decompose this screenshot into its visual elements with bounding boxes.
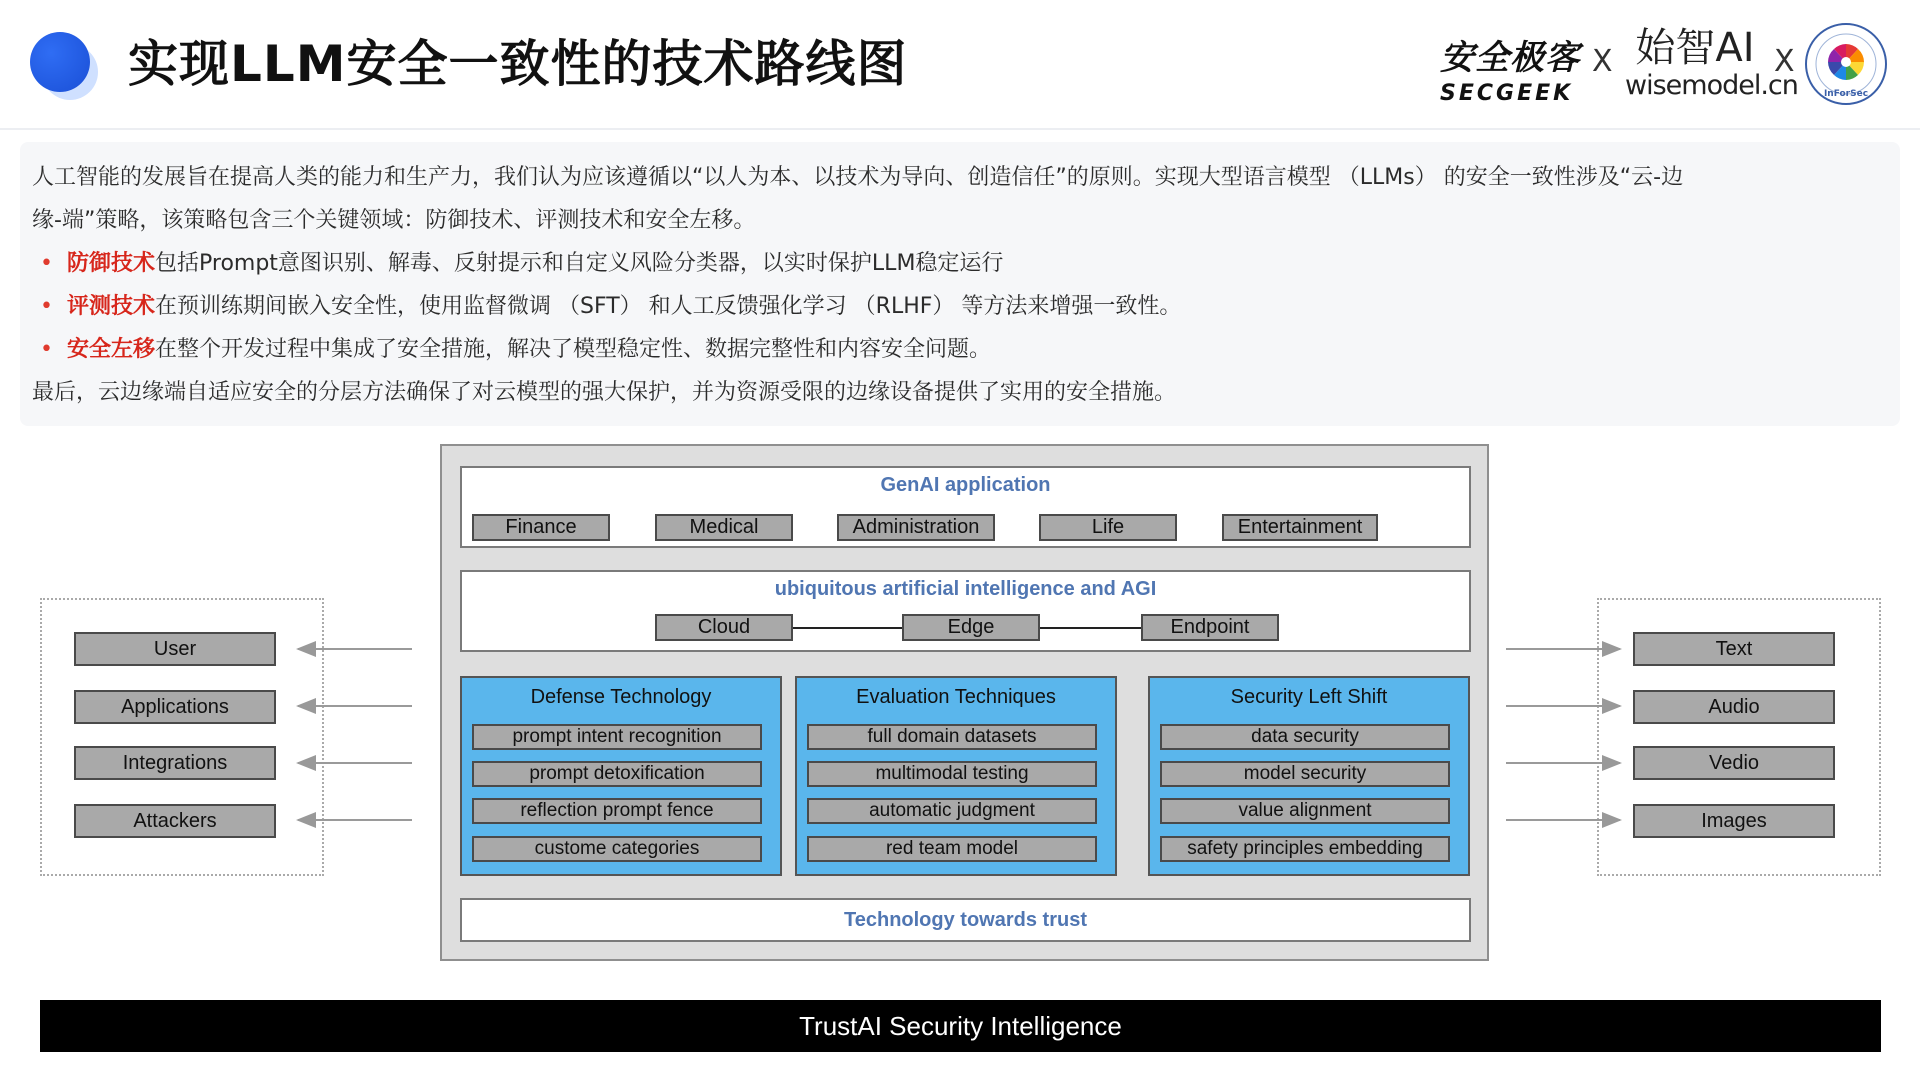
column-item: prompt intent recognition xyxy=(472,724,762,750)
actor-item: Integrations xyxy=(74,746,276,780)
cloud-node: Cloud xyxy=(655,614,793,641)
footer-bar: TrustAI Security Intelligence xyxy=(40,1000,1881,1052)
genai-application-box xyxy=(460,466,1471,548)
column-title: Security Left Shift xyxy=(1230,686,1388,708)
column-item: full domain datasets xyxy=(807,724,1097,750)
logo-separator: X xyxy=(1592,44,1613,79)
actor-item: User xyxy=(74,632,276,666)
column-item: model security xyxy=(1160,761,1450,787)
defense-technology-column xyxy=(460,676,782,876)
seal-text: InForSec xyxy=(1823,89,1869,99)
genai-item: Medical xyxy=(655,514,793,541)
header xyxy=(0,0,1920,130)
bullet-text: 在整个开发过程中集成了安全措施，解决了模型稳定性、数据完整性和内容安全问题。 xyxy=(155,337,992,362)
inforsec-seal-logo xyxy=(1804,22,1888,106)
connector-line xyxy=(793,627,902,629)
technology-towards-trust-box xyxy=(460,898,1471,942)
column-item: safety principles embedding xyxy=(1160,836,1450,862)
genai-item: Finance xyxy=(472,514,610,541)
wisemodel-logo-cn: 始智AI xyxy=(1635,25,1755,71)
evaluation-techniques-column xyxy=(795,676,1117,876)
bullet-highlight: 安全左移 xyxy=(66,337,155,362)
bullet-dot: • xyxy=(40,251,53,276)
edge-node: Edge xyxy=(902,614,1040,641)
left-actors-panel xyxy=(40,598,324,876)
endpoint-node: Endpoint xyxy=(1141,614,1279,641)
secgeek-logo xyxy=(1440,30,1590,108)
ubiquitous-ai-title: ubiquitous artificial intelligence and AGI xyxy=(774,578,1157,600)
logo-separator: X xyxy=(1774,44,1795,79)
decorative-dot xyxy=(30,32,90,92)
column-item: automatic judgment xyxy=(807,798,1097,824)
bullet-left-shift xyxy=(32,328,1900,371)
bullet-evaluation xyxy=(32,285,1900,328)
modality-item: Audio xyxy=(1633,690,1835,724)
technology-towards-trust-title: Technology towards trust xyxy=(844,909,1087,931)
right-modalities-panel xyxy=(1597,598,1881,876)
genai-item: Life xyxy=(1039,514,1177,541)
column-title: Defense Technology xyxy=(530,686,712,708)
bullet-text: 在预训练期间嵌入安全性，使用监督微调 （SFT） 和人工反馈强化学习 （RLHF） 等方法来增强一致性。 xyxy=(155,294,1182,319)
intro-line: 缘-端”策略，该策略包含三个关键领域：防御技术、评测技术和安全左移。 xyxy=(32,208,756,233)
intro-closing: 最后，云边缘端自适应安全的分层方法确保了对云模型的强大保护，并为资源受限的边缘设备提供了实用的安全措施。 xyxy=(32,380,1177,405)
intro-text-box xyxy=(20,142,1900,426)
wisemodel-logo-en: wisemodel.cn xyxy=(1625,70,1798,101)
bullet-dot: • xyxy=(40,337,53,362)
genai-item: Entertainment xyxy=(1222,514,1378,541)
column-item: reflection prompt fence xyxy=(472,798,762,824)
bullet-text: 包括Prompt意图识别、解毒、反射提示和自定义风险分类器，以实时保护LLM稳定运行 xyxy=(155,251,1004,276)
actor-item: Attackers xyxy=(74,804,276,838)
column-item: red team model xyxy=(807,836,1097,862)
genai-application-title: GenAI application xyxy=(880,474,1051,496)
ubiquitous-ai-box xyxy=(460,570,1471,652)
modality-item: Vedio xyxy=(1633,746,1835,780)
bullet-defense xyxy=(32,242,1900,285)
column-item: data security xyxy=(1160,724,1450,750)
column-item: multimodal testing xyxy=(807,761,1097,787)
column-item: value alignment xyxy=(1160,798,1450,824)
column-title: Evaluation Techniques xyxy=(856,686,1056,708)
actor-item: Applications xyxy=(74,690,276,724)
genai-item: Administration xyxy=(837,514,995,541)
column-item: prompt detoxification xyxy=(472,761,762,787)
intro-line: 人工智能的发展旨在提高人类的能力和生产力，我们认为应该遵循以“以人为本、以技术为导向、创造信任”的原则。实现大型语言模型 （LLMs） 的安全一致性涉及“云-边 xyxy=(32,165,1684,190)
wisemodel-logo xyxy=(1625,25,1798,106)
bullet-dot: • xyxy=(40,294,53,319)
modality-item: Text xyxy=(1633,632,1835,666)
secgeek-logo-en: SECGEEK xyxy=(1440,81,1574,106)
secgeek-logo-cn: 安全极客 xyxy=(1440,38,1580,78)
column-item: custome categories xyxy=(472,836,762,862)
connector-line xyxy=(1040,627,1141,629)
architecture-diagram xyxy=(440,444,1489,961)
bullet-highlight: 评测技术 xyxy=(66,294,155,319)
page-title: 实现LLM安全一致性的技术路线图 xyxy=(128,35,908,93)
modality-item: Images xyxy=(1633,804,1835,838)
security-left-shift-column xyxy=(1148,676,1470,876)
bullet-highlight: 防御技术 xyxy=(66,251,155,276)
